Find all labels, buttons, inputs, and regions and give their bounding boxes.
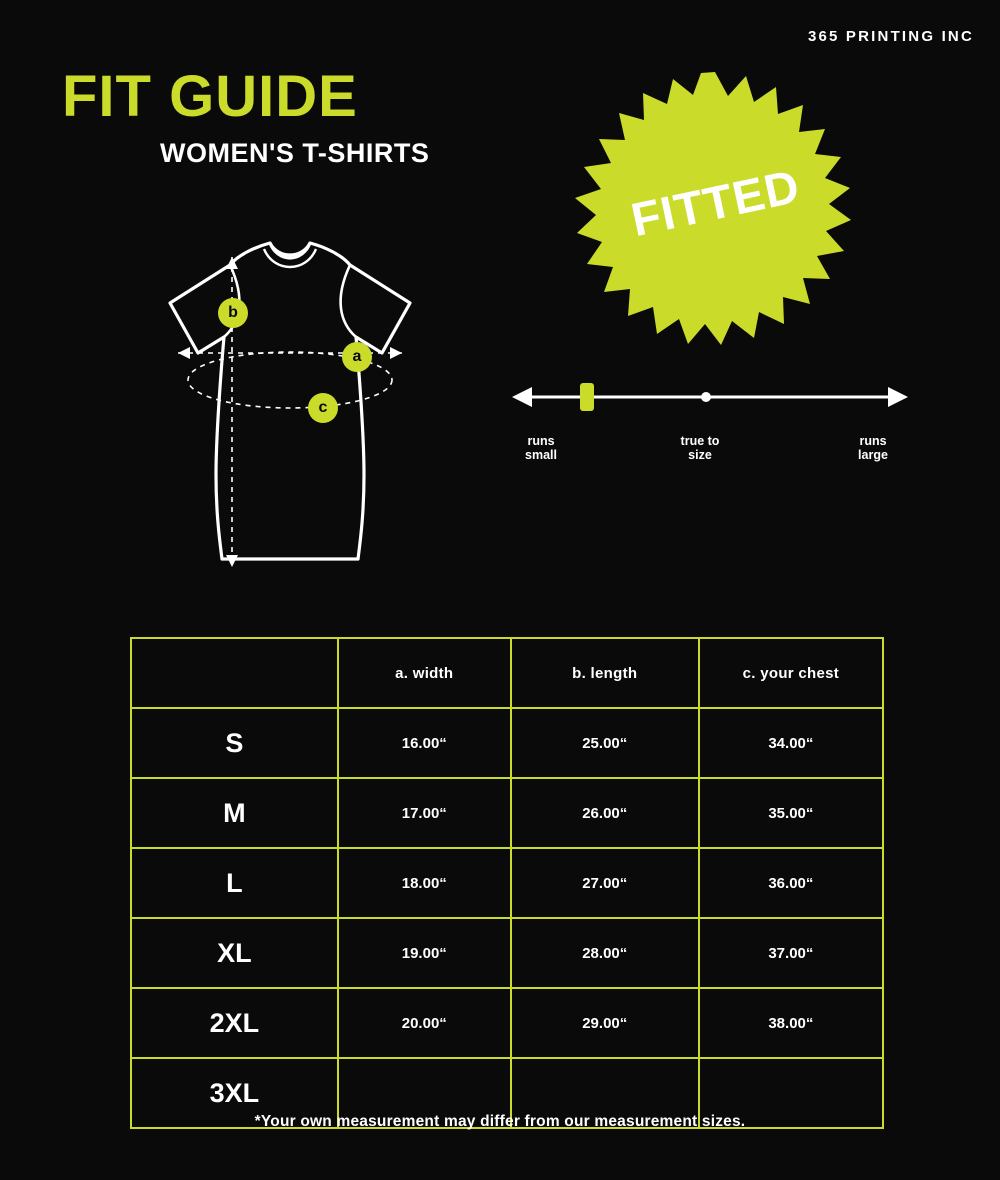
scale-label-runs-small-line1: runs (527, 434, 555, 448)
row-size: L (131, 848, 338, 918)
row-length: 26.00“ (511, 778, 699, 848)
row-length: 27.00“ (511, 848, 699, 918)
scale-label-true-line1: true to (680, 434, 720, 448)
row-chest: 36.00“ (699, 848, 883, 918)
table-header-corner (131, 638, 338, 708)
row-size: 3XL (131, 1058, 338, 1128)
row-size: XL (131, 918, 338, 988)
tshirt-diagram (120, 225, 460, 585)
page-subtitle: WOMEN'S T-SHIRTS (160, 138, 430, 168)
table-row (131, 988, 883, 1058)
table-row (131, 778, 883, 848)
row-chest: 37.00“ (699, 918, 883, 988)
row-width: 17.00“ (338, 778, 511, 848)
row-length: 29.00“ (511, 988, 699, 1058)
scale-label-runs-large-line2: large (858, 448, 888, 463)
measurement-badge-c: c (308, 393, 338, 423)
size-chart (130, 637, 884, 1129)
row-chest: 34.00“ (699, 708, 883, 778)
scale-label-true-to-size (660, 434, 740, 463)
table-header-row (131, 638, 883, 708)
measurement-badge-a: a (342, 342, 372, 372)
measurement-badge-b: b (218, 298, 248, 328)
row-size: M (131, 778, 338, 848)
row-size: 2XL (131, 988, 338, 1058)
fit-scale-midpoint (701, 392, 711, 402)
row-length: 25.00“ (511, 708, 699, 778)
page-title: FIT GUIDE (62, 64, 358, 129)
table-row (131, 848, 883, 918)
row-size: S (131, 708, 338, 778)
table-row (131, 918, 883, 988)
row-width: 20.00“ (338, 988, 511, 1058)
tshirt-outline-icon (120, 225, 460, 585)
scale-label-true-line2: size (688, 448, 712, 463)
scale-label-runs-small-line2: small (525, 448, 557, 463)
footnote: *Your own measurement may differ from our measurement sizes. (254, 1113, 746, 1130)
row-width: 18.00“ (338, 848, 511, 918)
row-width: 19.00“ (338, 918, 511, 988)
row-chest: 38.00“ (699, 988, 883, 1058)
row-chest: 35.00“ (699, 778, 883, 848)
fit-scale (510, 372, 910, 422)
scale-label-runs-large (838, 434, 908, 463)
brand-name: 365 PRINTING INC (807, 28, 974, 45)
scale-label-runs-small (505, 434, 577, 463)
scale-label-runs-large-line1: runs (859, 434, 887, 448)
fit-scale-marker (580, 383, 594, 411)
table-header-chest: c. your chest (699, 638, 883, 708)
row-width: 16.00“ (338, 708, 511, 778)
fitted-label: FITTED (626, 158, 805, 247)
row-length: 28.00“ (511, 918, 699, 988)
table-header-length: b. length (511, 638, 699, 708)
table-row (131, 708, 883, 778)
size-table (130, 637, 884, 1129)
table-header-width: a. width (338, 638, 511, 708)
